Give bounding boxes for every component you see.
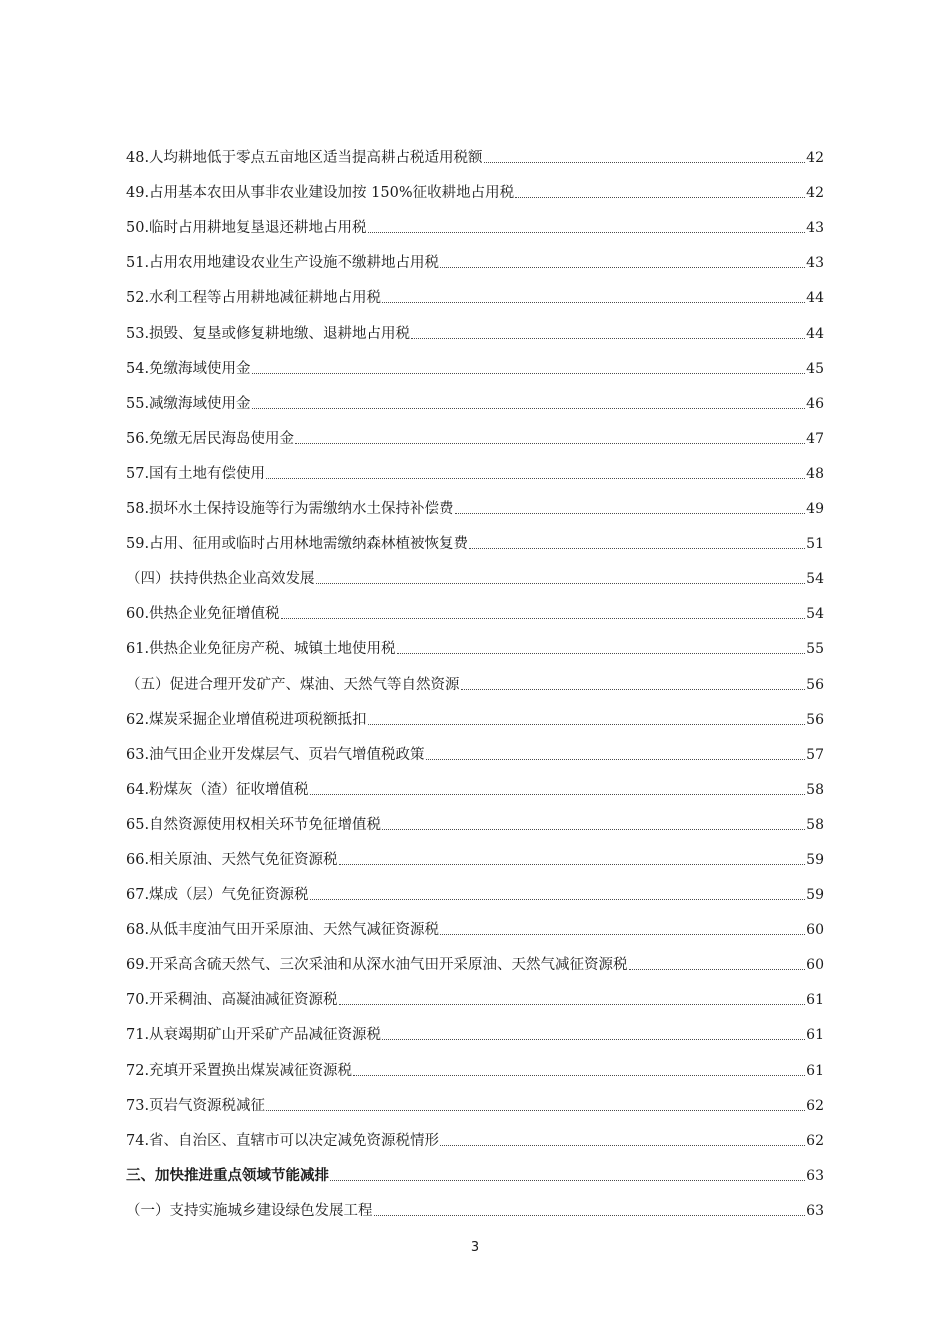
toc-section-entry[interactable] xyxy=(126,659,824,694)
toc-entry[interactable] xyxy=(126,203,824,238)
toc-entry-page: 44 xyxy=(806,290,824,307)
toc-entry-title: 65.自然资源使用权相关环节免征增值税 xyxy=(126,816,382,833)
toc-entry[interactable] xyxy=(126,1045,824,1080)
toc-entry[interactable] xyxy=(126,344,824,379)
toc-entry[interactable] xyxy=(126,238,824,273)
toc-entry-title: 63.油气田企业开发煤层气、页岩气增值税政策 xyxy=(126,746,425,763)
toc-entry-title: 74.省、自治区、直辖市可以决定减免资源税情形 xyxy=(126,1132,440,1149)
toc-entry[interactable] xyxy=(126,765,824,800)
toc-entry-title: 69.开采高含硫天然气、三次采油和从深水油气田开采原油、天然气减征资源税 xyxy=(126,957,628,974)
dot-leader xyxy=(440,267,805,268)
toc-entry-title: 73.页岩气资源税减征 xyxy=(126,1097,266,1114)
dot-leader xyxy=(368,724,806,725)
toc-entry[interactable] xyxy=(126,273,824,308)
toc-entry-title: 64.粉煤灰（渣）征收增值税 xyxy=(126,781,309,798)
toc-entry-page: 58 xyxy=(806,816,824,833)
dot-leader xyxy=(397,653,806,654)
toc-entry-page: 47 xyxy=(806,430,824,447)
toc-entry-page: 48 xyxy=(806,465,824,482)
dot-leader xyxy=(469,548,805,549)
toc-entry[interactable] xyxy=(126,940,824,975)
toc-entry[interactable] xyxy=(126,624,824,659)
toc-entry-title: 66.相关原油、天然气免征资源税 xyxy=(126,851,338,868)
dot-leader xyxy=(440,1145,805,1146)
toc-entry-page: 46 xyxy=(806,395,824,412)
toc-entry-page: 61 xyxy=(806,1027,824,1044)
toc-entry-page: 43 xyxy=(806,255,824,272)
dot-leader xyxy=(629,969,806,970)
toc-entry-page: 63 xyxy=(806,1202,824,1219)
toc-entry-title: 55.减缴海域使用金 xyxy=(126,395,251,412)
dot-leader xyxy=(353,1075,805,1076)
toc-entry-page: 44 xyxy=(806,325,824,342)
toc-entry[interactable] xyxy=(126,695,824,730)
dot-leader xyxy=(339,1004,806,1005)
toc-entry-title: 59.占用、征用或临时占用林地需缴纳森林植被恢复费 xyxy=(126,536,469,553)
toc-entry[interactable] xyxy=(126,379,824,414)
toc-entry[interactable] xyxy=(126,905,824,940)
toc-entry-title: 48.人均耕地低于零点五亩地区适当提高耕占税适用税额 xyxy=(126,150,483,167)
page-number: 3 xyxy=(470,1240,480,1255)
toc-entry-page: 55 xyxy=(806,641,824,658)
toc-entry[interactable] xyxy=(126,975,824,1010)
toc-entry-page: 57 xyxy=(806,746,824,763)
dot-leader xyxy=(382,1039,805,1040)
toc-entry-title: 71.从衰竭期矿山开采矿产品减征资源税 xyxy=(126,1027,382,1044)
toc-entry[interactable] xyxy=(126,519,824,554)
table-of-contents xyxy=(126,133,824,1221)
dot-leader xyxy=(455,513,806,514)
toc-entry-title: 68.从低丰度油气田开采原油、天然气减征资源税 xyxy=(126,922,440,939)
toc-entry-page: 54 xyxy=(806,606,824,623)
toc-entry-page: 49 xyxy=(806,501,824,518)
dot-leader xyxy=(266,478,805,479)
dot-leader xyxy=(252,408,806,409)
dot-leader xyxy=(310,899,806,900)
toc-entry-page: 54 xyxy=(806,571,824,588)
toc-entry[interactable] xyxy=(126,1081,824,1116)
toc-entry-page: 56 xyxy=(806,676,824,693)
toc-entry-page: 58 xyxy=(806,781,824,798)
toc-entry-title: 三、加快推进重点领域节能减排 xyxy=(126,1167,329,1184)
toc-entry-title: 51.占用农用地建设农业生产设施不缴耕地占用税 xyxy=(126,255,440,272)
toc-section-entry[interactable] xyxy=(126,554,824,589)
dot-leader xyxy=(266,1110,805,1111)
toc-entry-page: 60 xyxy=(806,957,824,974)
dot-leader xyxy=(411,338,805,339)
dot-leader xyxy=(281,618,806,619)
toc-entry-title: 70.开采稠油、高凝油减征资源税 xyxy=(126,992,338,1009)
toc-entry-page: 62 xyxy=(806,1097,824,1114)
dot-leader xyxy=(316,583,806,584)
toc-entry[interactable] xyxy=(126,1116,824,1151)
toc-entry-title: 67.煤成（层）气免征资源税 xyxy=(126,887,309,904)
toc-entry[interactable] xyxy=(126,835,824,870)
dot-leader xyxy=(339,864,806,865)
dot-leader xyxy=(484,162,806,163)
toc-entry-page: 59 xyxy=(806,887,824,904)
toc-entry-title: 52.水利工程等占用耕地减征耕地占用税 xyxy=(126,290,382,307)
toc-entry[interactable] xyxy=(126,800,824,835)
toc-entry-page: 45 xyxy=(806,360,824,377)
dot-leader xyxy=(295,443,805,444)
dot-leader xyxy=(426,759,806,760)
toc-entry-page: 60 xyxy=(806,922,824,939)
toc-section-entry[interactable] xyxy=(126,1186,824,1221)
dot-leader xyxy=(461,689,806,690)
toc-entry-title: （五）促进合理开发矿产、煤油、天然气等自然资源 xyxy=(126,676,460,693)
toc-entry-page: 51 xyxy=(806,536,824,553)
toc-entry[interactable] xyxy=(126,133,824,168)
toc-entry[interactable] xyxy=(126,414,824,449)
toc-entry-page: 62 xyxy=(806,1132,824,1149)
toc-entry-page: 61 xyxy=(806,992,824,1009)
toc-entry[interactable] xyxy=(126,589,824,624)
toc-entry-page: 42 xyxy=(806,185,824,202)
toc-entry-title: 53.损毁、复垦或修复耕地缴、退耕地占用税 xyxy=(126,325,411,342)
dot-leader xyxy=(515,197,805,198)
toc-entry-page: 63 xyxy=(806,1167,824,1184)
dot-leader xyxy=(382,302,805,303)
toc-entry[interactable] xyxy=(126,484,824,519)
toc-entry-title: 72.充填开采置换出煤炭减征资源税 xyxy=(126,1062,353,1079)
toc-entry[interactable] xyxy=(126,1010,824,1045)
toc-entry-page: 61 xyxy=(806,1062,824,1079)
toc-entry-title: 57.国有土地有偿使用 xyxy=(126,465,266,482)
toc-entry-title: 54.免缴海域使用金 xyxy=(126,360,251,377)
dot-leader xyxy=(440,934,805,935)
toc-chapter-entry[interactable] xyxy=(126,1151,824,1186)
toc-entry[interactable] xyxy=(126,449,824,484)
toc-entry-title: 62.煤炭采掘企业增值税进项税额抵扣 xyxy=(126,711,367,728)
toc-entry[interactable] xyxy=(126,168,824,203)
toc-entry[interactable] xyxy=(126,730,824,765)
toc-entry-title: （一）支持实施城乡建设绿色发展工程 xyxy=(126,1202,373,1219)
toc-entry-title: 56.免缴无居民海岛使用金 xyxy=(126,430,295,447)
toc-entry-page: 43 xyxy=(806,220,824,237)
toc-entry-title: 61.供热企业免征房产税、城镇土地使用税 xyxy=(126,641,396,658)
dot-leader xyxy=(368,232,806,233)
toc-entry-page: 59 xyxy=(806,851,824,868)
dot-leader xyxy=(252,373,806,374)
toc-entry-page: 56 xyxy=(806,711,824,728)
toc-entry-title: 49.占用基本农田从事非农业建设加按 150%征收耕地占用税 xyxy=(126,185,515,202)
toc-entry-title: 60.供热企业免征增值税 xyxy=(126,606,280,623)
toc-entry-page: 42 xyxy=(806,150,824,167)
dot-leader xyxy=(330,1180,805,1181)
dot-leader xyxy=(374,1215,806,1216)
toc-entry-title: 50.临时占用耕地复垦退还耕地占用税 xyxy=(126,220,367,237)
dot-leader xyxy=(310,794,806,795)
toc-entry-title: （四）扶持供热企业高效发展 xyxy=(126,571,315,588)
dot-leader xyxy=(382,829,805,830)
toc-entry[interactable] xyxy=(126,308,824,343)
toc-entry-title: 58.损坏水土保持设施等行为需缴纳水土保持补偿费 xyxy=(126,501,454,518)
toc-entry[interactable] xyxy=(126,870,824,905)
